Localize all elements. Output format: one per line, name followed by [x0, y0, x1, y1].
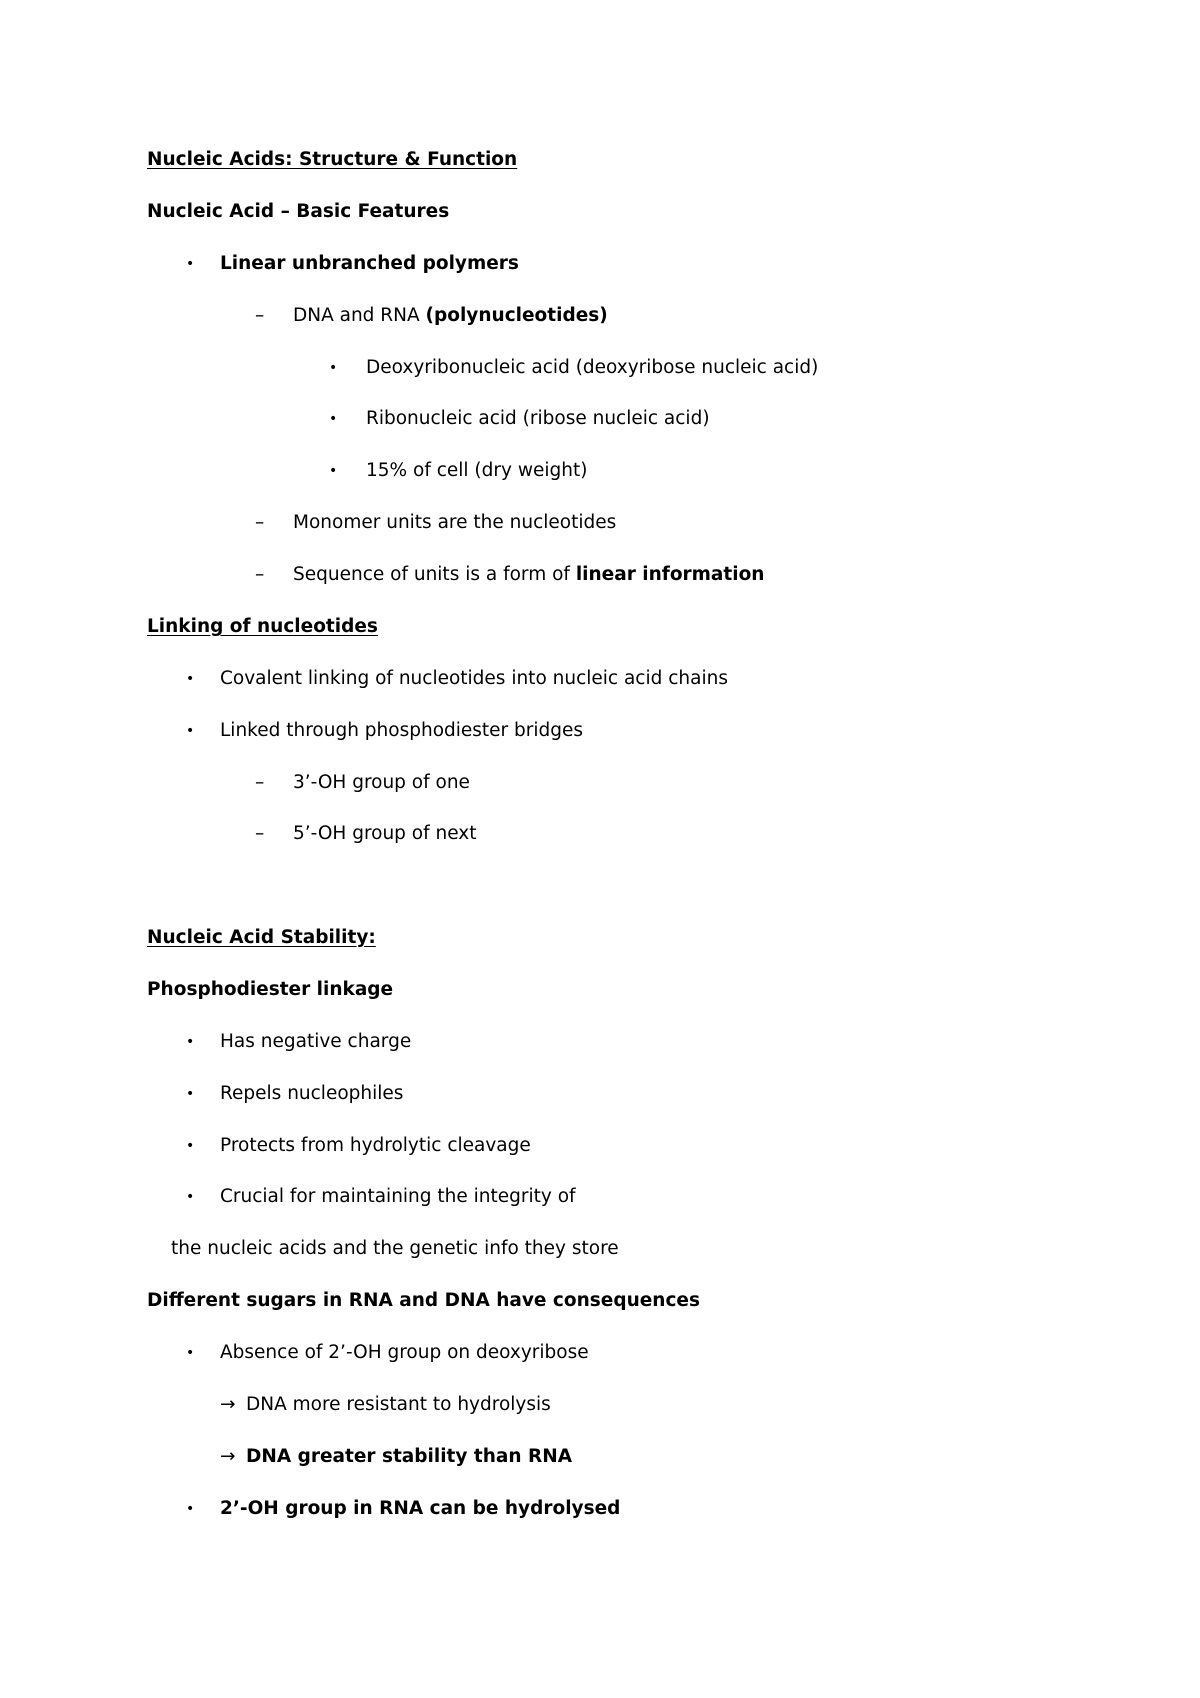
bullet-marker: •	[186, 256, 195, 272]
text-run: Sequence of units is a form of	[293, 564, 576, 585]
arrow-right-icon: →	[220, 1394, 236, 1415]
list-item-text: 2’-OH group in RNA can be hydrolysed	[220, 1498, 621, 1519]
dash-marker: –	[255, 512, 265, 533]
arrow-item-text: DNA greater stability than RNA	[246, 1446, 573, 1467]
bullet-marker: •	[186, 671, 195, 687]
list-item-text: 3’-OH group of one	[293, 772, 470, 793]
list-item-text: Ribonucleic acid (ribose nucleic acid)	[366, 408, 710, 429]
bullet-marker: •	[186, 1501, 195, 1517]
list-item-text: Crucial for maintaining the integrity of	[220, 1186, 576, 1207]
document-title: Nucleic Acids: Structure & Function	[147, 149, 518, 170]
text-run-bold: linear information	[575, 564, 765, 585]
list-item-text: Monomer units are the nucleotides	[293, 512, 617, 533]
dash-marker: –	[255, 823, 265, 844]
bullet-marker: •	[186, 723, 195, 739]
dash-marker: –	[255, 564, 265, 585]
list-item-text: Linear unbranched polymers	[220, 253, 519, 274]
bullet-marker: •	[186, 1086, 195, 1102]
dash-marker: –	[255, 772, 265, 793]
dash-marker: –	[255, 305, 265, 326]
section-heading: Linking of nucleotides	[147, 616, 378, 637]
list-item-text: 15% of cell (dry weight)	[366, 460, 588, 481]
list-item-text: Repels nucleophiles	[220, 1083, 404, 1104]
subheading: Different sugars in RNA and DNA have consequences	[147, 1290, 700, 1311]
text-run: DNA and RNA	[293, 305, 426, 326]
list-item-text	[293, 303, 608, 329]
arrow-item-text: DNA more resistant to hydrolysis	[246, 1394, 551, 1415]
bullet-marker: •	[186, 1189, 195, 1205]
list-item-text: Has negative charge	[220, 1031, 412, 1052]
text-run-bold: (polynucleotides)	[425, 305, 608, 326]
list-item-text: Protects from hydrolytic cleavage	[220, 1135, 531, 1156]
subheading: Phosphodiester linkage	[147, 979, 394, 1000]
list-item-text: Linked through phosphodiester bridges	[220, 720, 584, 741]
section-heading: Nucleic Acid Stability:	[147, 927, 376, 948]
list-item-text: Absence of 2’-OH group on deoxyribose	[220, 1342, 589, 1363]
bullet-marker: •	[186, 1034, 195, 1050]
bullet-marker: •	[329, 463, 338, 479]
section-heading: Nucleic Acid – Basic Features	[147, 201, 450, 222]
bullet-marker: •	[329, 411, 338, 427]
bullet-marker: •	[186, 1345, 195, 1361]
continuation-text: the nucleic acids and the genetic info they store	[171, 1238, 619, 1259]
list-item-text	[293, 562, 764, 588]
list-item-text: 5’-OH group of next	[293, 823, 477, 844]
bullet-marker: •	[186, 1138, 195, 1154]
list-item-text: Covalent linking of nucleotides into nucleic acid chains	[220, 668, 728, 689]
bullet-marker: •	[329, 360, 338, 376]
list-item-text: Deoxyribonucleic acid (deoxyribose nucleic acid)	[366, 357, 819, 378]
arrow-right-icon: →	[220, 1446, 236, 1467]
